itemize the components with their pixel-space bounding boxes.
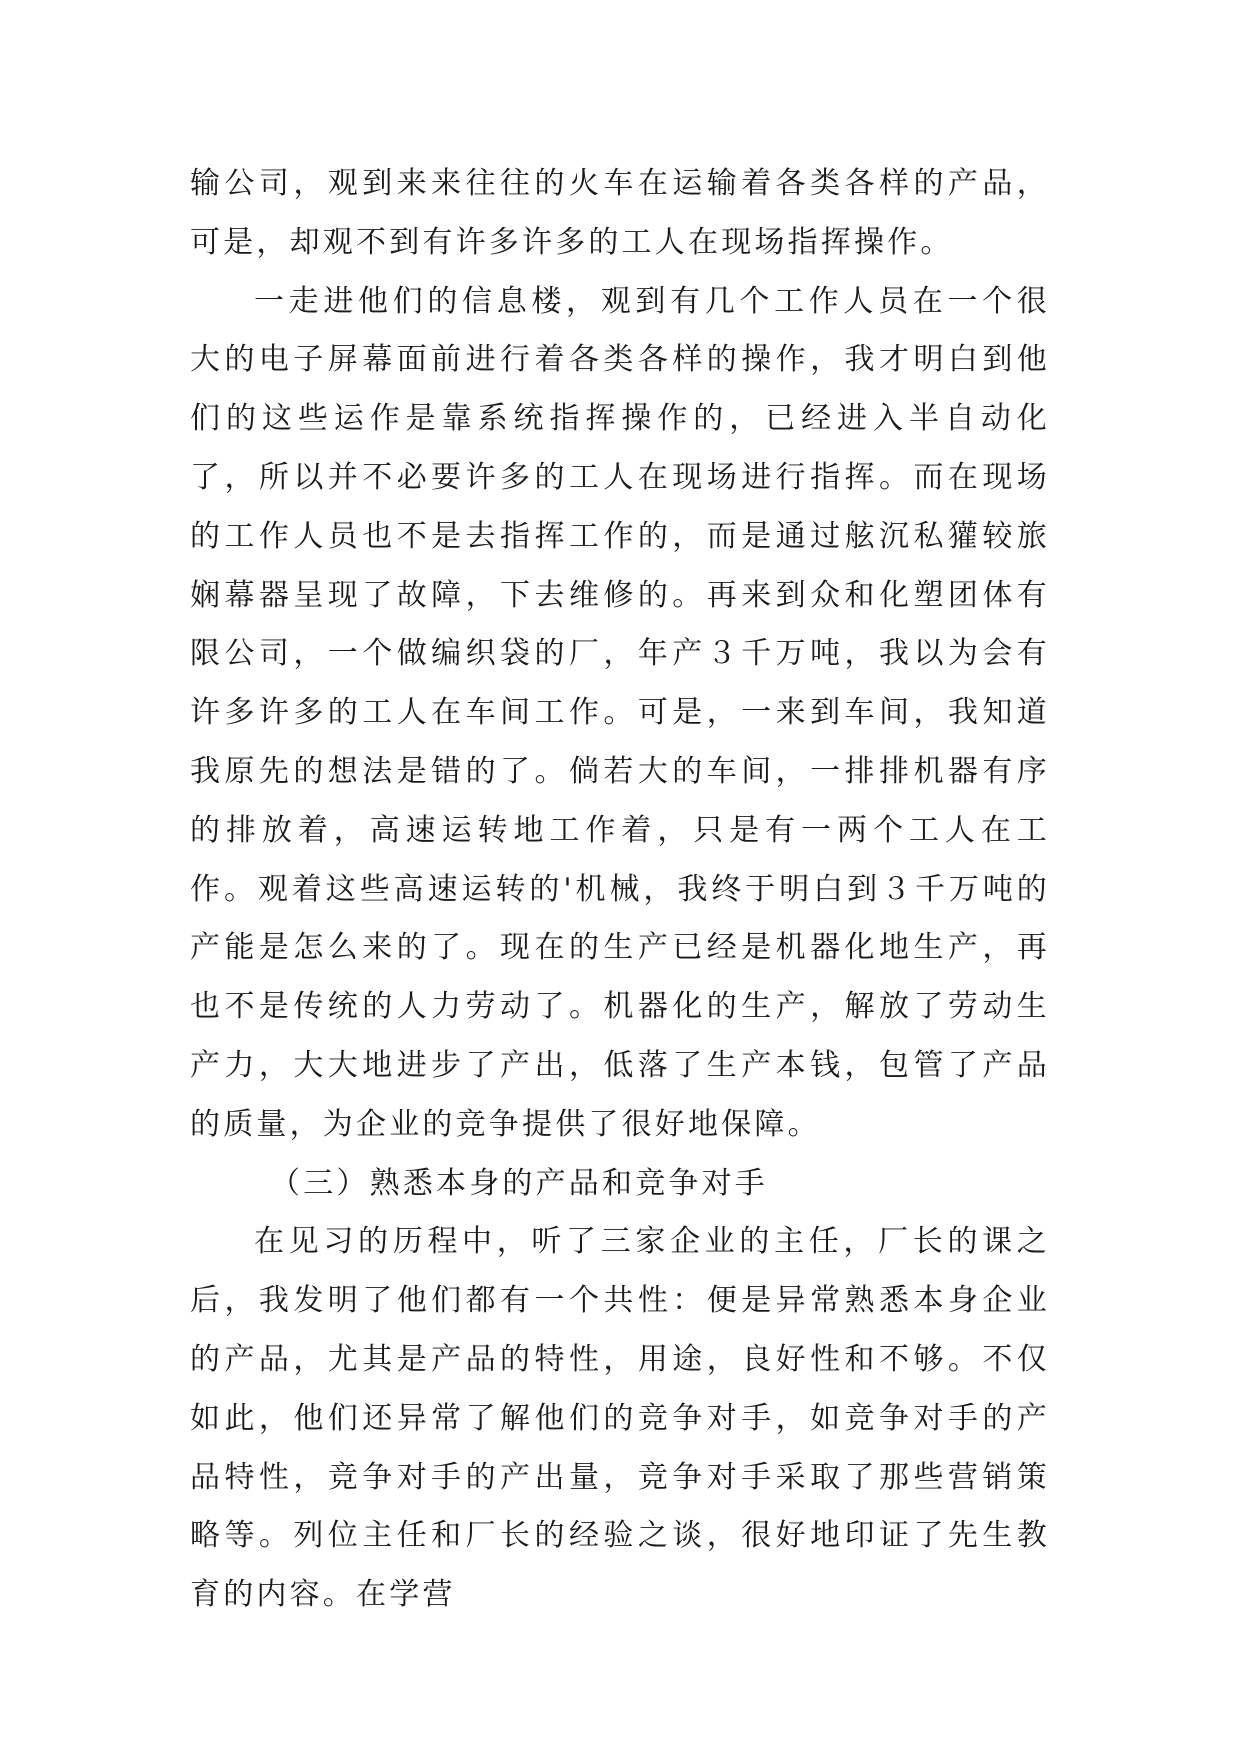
paragraph-continuation: 输公司，观到来来往往的火车在运输着各类各样的产品，可是，却观不到有许多许多的工人在现场指挥操作。 xyxy=(190,166,1050,260)
paragraph-competitors: 在见习的历程中，听了三家企业的主任，厂长的课之后，我发明了他们都有一个共性：便是异常熟悉本身企业的产品，尤其是产品的特性，用途，良好性和不够。不仅如此，他们还异常了解他们的竞争对手，如竞争对手的产品特性，竞争对手的产出量，竞争对手采取了那些营销策略等。列位主任和厂长的经验之谈，很好地印证了先生教育的内容。在学营 xyxy=(190,1224,1050,1613)
body-text xyxy=(190,155,1050,1625)
paragraph-information-building: 一走进他们的信息楼，观到有几个工作人员在一个很大的电子屏幕面前进行着各类各样的操作，我才明白到他们的这些运作是靠系统指挥操作的，已经进入半自动化了，所以并不必要许多的工人在现场进行指挥。而在现场的工作人员也不是去指挥工作的，而是通过舷沉私獾较旅娴幕器呈现了故障，下去维修的。再来到众和化塑团体有限公司，一个做编织袋的厂，年产３千万吨，我以为会有许多许多的工人在车间工作。可是，一来到车间，我知道我原先的想法是错的了。倘若大的车间，一排排机器有序的排放着，高速运转地工作着，只是有一两个工人在工作。观着这些高速运转的'机械，我终于明白到３千万吨的产能是怎么来的了。现在的生产已经是机器化地生产，再也不是传统的人力劳动了。机器化的生产，解放了劳动生产力，大大地进步了产出，低落了生产本钱，包管了产品的质量，为企业的竞争提供了很好地保障。 xyxy=(190,283,1050,1142)
section-heading: （三）熟悉本身的产品和竞争对手 xyxy=(270,1165,768,1201)
